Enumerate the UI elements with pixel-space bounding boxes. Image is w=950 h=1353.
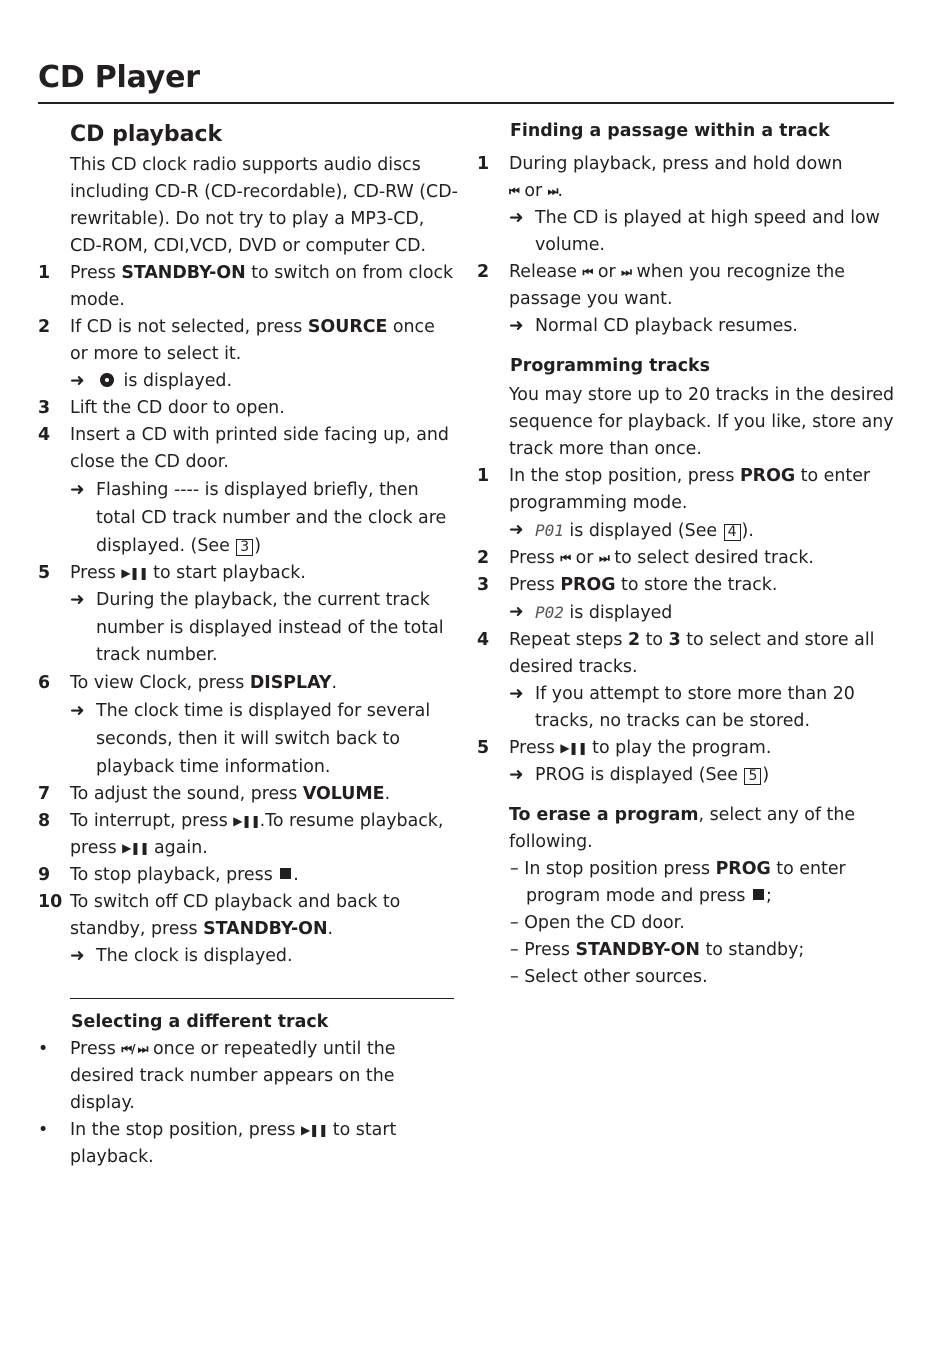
step-2: 2 If CD is not selected, press SOURCE once or more to select it. ➜ is displayed. [38, 314, 458, 395]
bullet-item: • Press ⏮/ ⏭ once or repeatedly until the desired track number appears on the display. [38, 1036, 458, 1117]
volume-key: VOLUME [302, 783, 385, 804]
prog-step-4-result: ➜ If you attempt to store more than 20 tracks, no tracks can be stored. [509, 681, 897, 735]
prog-step-2: 2 Press ⏮ or ⏭ to select desired track. [477, 545, 897, 572]
bullet-icon: • [38, 1119, 49, 1140]
step-8: 8 To interrupt, press ▶❚❚.To resume playback, press ▶❚❚ again. [38, 808, 458, 862]
step-number: 1 [38, 263, 51, 283]
prev-next-icon: ⏮/ ⏭ [121, 1041, 148, 1056]
figure-ref-box: 3 [236, 539, 253, 556]
step-number: 4 [477, 630, 490, 650]
prog-key: PROG [715, 859, 771, 879]
arrow-icon: ➜ [509, 684, 524, 704]
prev-icon: ⏮ [560, 551, 571, 565]
step-number: 9 [38, 864, 51, 885]
stop-icon [753, 889, 764, 900]
title-rule [38, 102, 894, 104]
arrow-icon: ➜ [70, 480, 85, 500]
find-step-2: 2 Release ⏮ or ⏭ when you recognize the passage you want. ➜ Normal CD playback resumes. [477, 259, 897, 340]
step-number: 3 [38, 398, 51, 418]
stop-icon [280, 868, 291, 879]
arrow-icon: ➜ [70, 590, 85, 610]
figure-ref-box: 5 [744, 768, 761, 785]
step-number: 1 [477, 466, 490, 486]
step-10-result: ➜ The clock is displayed. [70, 943, 458, 970]
step-number: 10 [38, 891, 63, 912]
standby-on-key: STANDBY-ON [121, 263, 246, 283]
step-10: 10 To switch off CD playback and back to standby, press STANDBY-ON. ➜ The clock is displayed. [38, 889, 458, 970]
section-divider [70, 998, 454, 999]
left-column [38, 120, 458, 1171]
step-number: 1 [477, 154, 490, 174]
step-number: 7 [38, 783, 51, 804]
find-step-1-result: ➜ The CD is played at high speed and low volume. [509, 205, 897, 259]
step-4-result: ➜ Flashing ---- is displayed briefly, then total CD track number and the clock are displayed. (See 3 ) [70, 476, 458, 560]
cd-playback-heading: CD playback [70, 122, 223, 147]
step-2-result: ➜ is displayed. [70, 368, 458, 395]
arrow-icon: ➜ [70, 371, 85, 391]
step-5: 5 Press ▶❚❚ to start playback. ➜ During the playback, the current track number is displayed instead of the total track number. [38, 560, 458, 670]
arrow-icon: ➜ [509, 765, 524, 785]
prog-key: PROG [560, 575, 616, 595]
step-1: 1 Press STANDBY-ON to switch on from clock mode. [38, 260, 458, 314]
page-title: CD Player [38, 60, 200, 95]
step-number: 8 [38, 810, 51, 831]
selecting-track-heading: Selecting a different track [71, 1011, 329, 1032]
next-icon: ⏭ [547, 184, 558, 198]
step-5-result: ➜ During the playback, the current track number is displayed instead of the total track number. [70, 587, 458, 670]
prog-step-3: 3 Press PROG to store the track. ➜ P02 is displayed [477, 572, 897, 627]
erase-program-label: To erase a program [509, 805, 699, 825]
arrow-icon: ➜ [509, 520, 524, 540]
display-key: DISPLAY [249, 672, 332, 693]
source-key: SOURCE [307, 317, 388, 337]
step-number: 5 [477, 738, 490, 758]
arrow-icon: ➜ [509, 602, 524, 622]
step-7: 7 To adjust the sound, press VOLUME. [38, 781, 458, 808]
erase-option: – Press STANDBY-ON to standby; [510, 940, 805, 960]
arrow-icon: ➜ [509, 208, 524, 228]
prog-step-1-result: ➜ P01 is displayed (See 4 ). [509, 517, 897, 545]
step-number: 6 [38, 672, 51, 693]
prev-icon: ⏮ [509, 184, 519, 198]
lcd-readout: P02 [535, 603, 564, 622]
prog-key: PROG [739, 466, 796, 486]
step-number: 5 [38, 563, 51, 583]
erase-program-intro: To erase a program, select any of the following. [509, 805, 856, 852]
arrow-icon: ➜ [70, 945, 85, 966]
figure-ref-box: 4 [724, 524, 741, 541]
erase-option: – Open the CD door. [510, 913, 685, 933]
prog-step-1: 1 In the stop position, press PROG to enter programming mode. ➜ P01 is displayed (See 4 ). [477, 463, 897, 545]
play-pause-icon: ▶❚❚ [121, 566, 148, 580]
bullet-item: • In the stop position, press ▶❚❚ to start playback. [38, 1117, 458, 1171]
step-number: 3 [477, 575, 490, 595]
lcd-readout: P01 [535, 521, 564, 540]
step-number: 4 [38, 425, 51, 445]
standby-on-key: STANDBY-ON [575, 940, 700, 960]
step-4: 4 Insert a CD with printed side facing up, and close the CD door. ➜ Flashing ---- is displayed briefly, then total CD track number and the clock are displayed. (See 3 ) [38, 422, 458, 560]
step-6: 6 To view Clock, press DISPLAY. ➜ The clock time is displayed for several seconds, then it will switch back to playback time information. [38, 670, 458, 781]
play-pause-icon: ▶❚❚ [122, 840, 149, 855]
prog-step-5: 5 Press ▶❚❚ to play the program. ➜ PROG is displayed (See 5 ) [477, 735, 897, 789]
next-icon: ⏭ [598, 551, 609, 565]
programming-intro: You may store up to 20 tracks in the desired sequence for playback. If you like, store any track more than once. [509, 385, 895, 459]
next-icon: ⏭ [621, 265, 631, 279]
step-number: 2 [477, 548, 490, 568]
play-pause-icon: ▶❚❚ [560, 741, 587, 755]
step-9: 9 To stop playback, press . [38, 862, 458, 889]
right-column [477, 118, 897, 991]
finding-passage-heading: Finding a passage within a track [510, 121, 830, 141]
arrow-icon: ➜ [509, 316, 524, 336]
step-6-result: ➜ The clock time is displayed for several seconds, then it will switch back to playback time information. [70, 697, 458, 781]
bullet-icon: • [38, 1038, 49, 1059]
play-pause-icon: ▶❚❚ [233, 813, 260, 828]
disc-icon [100, 373, 114, 387]
prog-step-3-result: ➜ P02 is displayed [509, 599, 897, 627]
standby-on-key: STANDBY-ON [203, 918, 328, 939]
step-number: 2 [38, 317, 51, 337]
erase-option: – Select other sources. [510, 967, 708, 987]
prog-step-5-result: ➜ PROG is displayed (See 5 ) [509, 762, 897, 789]
find-step-1: 1 During playback, press and hold down ⏮ or ⏭. ➜ The CD is played at high speed and low volume. [477, 151, 897, 259]
arrow-icon: ➜ [70, 700, 85, 721]
erase-option: – In stop position press PROG to enter program mode and press ; [510, 859, 846, 906]
prev-icon: ⏮ [582, 265, 593, 279]
prog-step-4: 4 Repeat steps 2 to 3 to select and store all desired tracks. ➜ If you attempt to store more than 20 tracks, no tracks can be stored. [477, 627, 897, 735]
play-pause-icon: ▶❚❚ [300, 1122, 328, 1137]
programming-tracks-heading: Programming tracks [510, 356, 710, 376]
step-3: 3 Lift the CD door to open. [38, 395, 458, 422]
step-number: 2 [477, 262, 490, 282]
cd-playback-intro: This CD clock radio supports audio discs including CD-R (CD-recordable), CD-RW (CD-rewritable). Do not try to play a MP3-CD, CD-ROM, CDI,VCD, DVD or computer CD. [70, 155, 458, 256]
find-step-2-result: ➜ Normal CD playback resumes. [509, 313, 897, 340]
